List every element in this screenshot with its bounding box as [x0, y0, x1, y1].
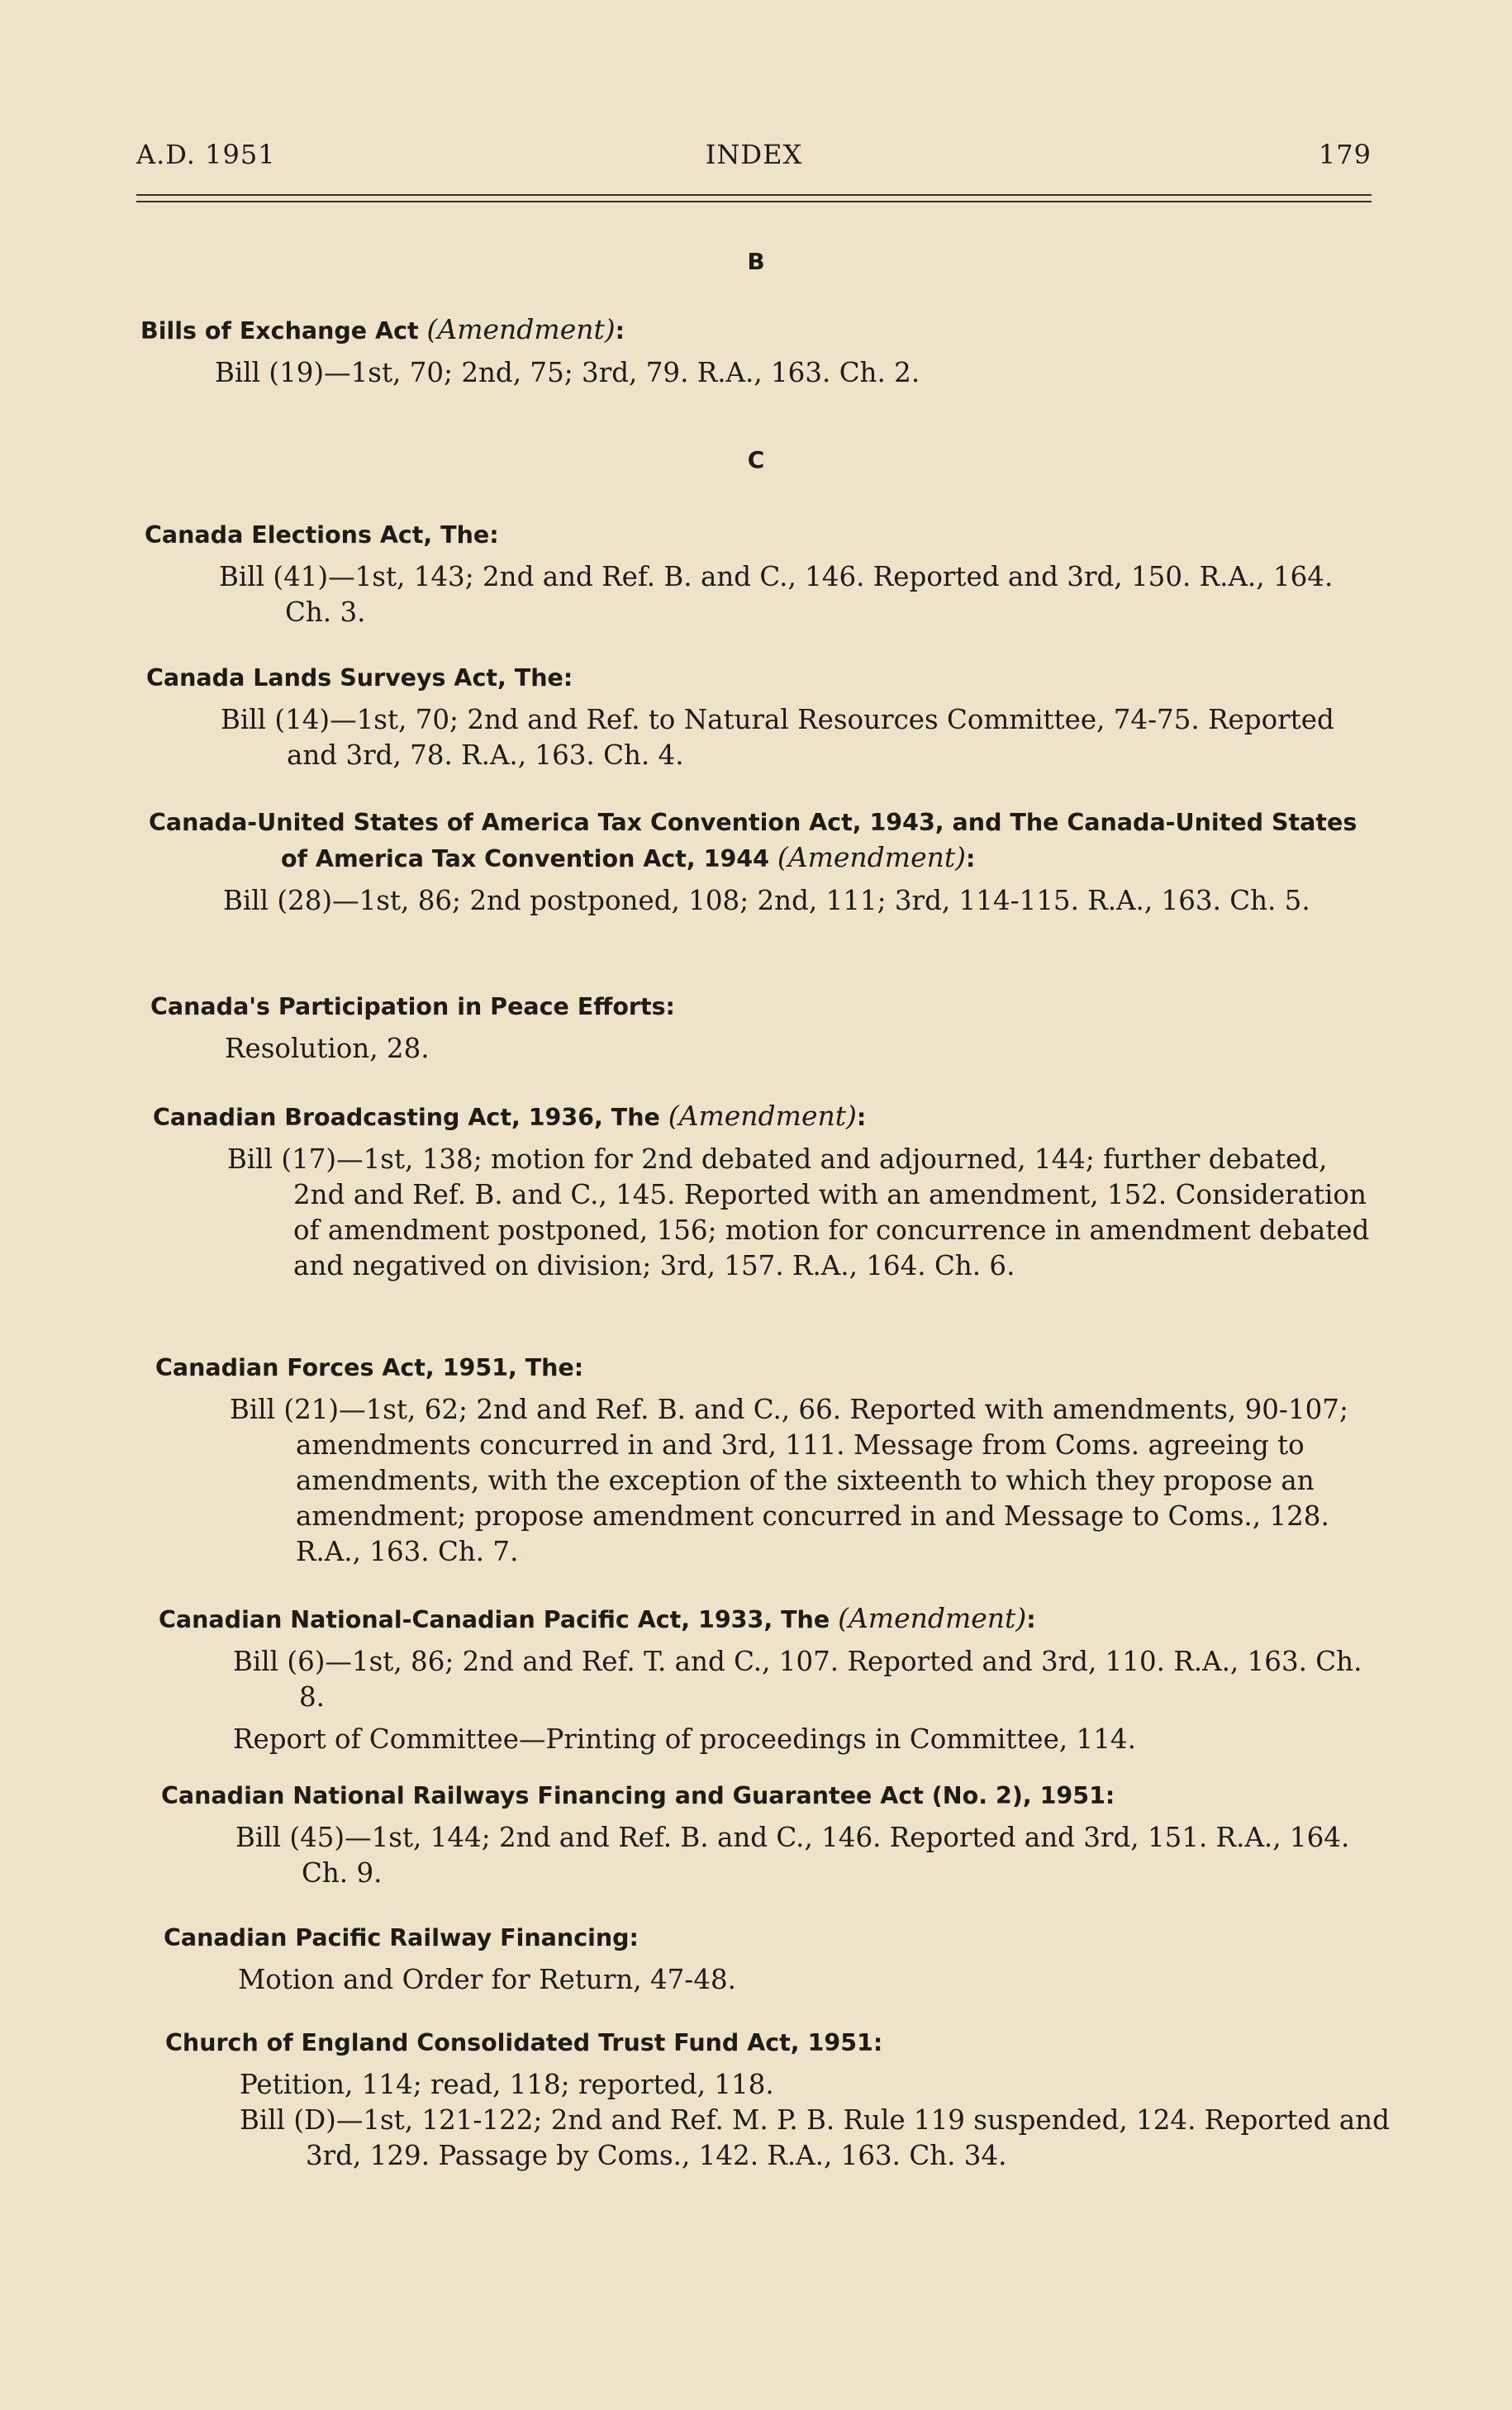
entry-title: Canadian National Railways Financing and Guarantee Act (No. 2), 1951: — [161, 1782, 1115, 1809]
index-entry — [153, 1099, 1384, 1284]
entry-item: Bill (17)—1st, 138; motion for 2nd debated and adjourned, 144; further debated, 2nd and Ref. B. and C., 145. Reported with an amendment, 152. Consideration of amendment postponed, 156; motion for concurrence in amendment debated and negatived on division; 3rd, 157. R.A., 164. Ch. 6. — [227, 1143, 1370, 1281]
entry-item: Resolution, 28. — [225, 1033, 430, 1064]
entry-title: Church of England Consolidated Trust Fund Act, 1951: — [165, 2029, 883, 2056]
entry-amendment: (Amendment) — [426, 313, 616, 345]
entry-item: Motion and Order for Return, 47-48. — [238, 1964, 736, 1995]
section-letter-b: B — [747, 248, 765, 275]
entry-title: Canadian Pacific Railway Financing: — [164, 1924, 639, 1951]
index-entry — [140, 312, 1380, 391]
index-entry — [161, 1779, 1392, 1891]
entry-title: Canada's Participation in Peace Efforts: — [150, 993, 675, 1020]
entry-item: Bill (45)—1st, 144; 2nd and Ref. B. and C., 146. Reported and 3rd, 151. R.A., 164. Ch. 9. — [235, 1822, 1350, 1889]
index-entry — [165, 2026, 1396, 2174]
entry-item: Bill (19)—1st, 70; 2nd, 75; 3rd, 79. R.A., 163. Ch. 2. — [215, 357, 920, 388]
header-double-rule — [136, 194, 1372, 202]
entry-title: Canadian Broadcasting Act, 1936, The (Amendment): — [153, 1100, 867, 1132]
entry-title: Canadian National-Canadian Pacific Act, 1933, The (Amendment): — [159, 1602, 1036, 1634]
entry-title: Bills of Exchange Act (Amendment): — [140, 313, 625, 345]
entry-item: Bill (41)—1st, 143; 2nd and Ref. B. and C., 146. Reported and 3rd, 150. R.A., 164. Ch. 3. — [219, 561, 1334, 628]
entry-item: Petition, 114; read, 118; reported, 118. — [240, 2069, 774, 2100]
entry-item: Report of Committee—Printing of proceedings in Committee, 114. — [233, 1723, 1136, 1755]
index-entry — [150, 990, 1381, 1067]
entry-title: Canada-United States of America Tax Convention Act, 1943, and The Canada-United States of America Tax Convention Act, 1944 (Amendment): — [149, 809, 1357, 873]
index-entry — [145, 518, 1384, 630]
entry-title: Canada Lands Surveys Act, The: — [146, 664, 573, 692]
index-entry — [159, 1601, 1390, 1757]
index-entry — [146, 661, 1386, 773]
entry-item: Bill (21)—1st, 62; 2nd and Ref. B. and C., 66. Reported with amendments, 90-107; amendments concurred in and 3rd, 111. Message from Coms. agreeing to amendments, with the exception of the sixteenth to which they propose an amendment; propose amendment concurred in and Message to Coms., 128. R.A., 163. Ch. 7. — [230, 1394, 1348, 1567]
entry-title: Canada Elections Act, The: — [145, 521, 499, 549]
entry-amendment: (Amendment) — [777, 841, 967, 873]
index-entry — [164, 1921, 1395, 1998]
entry-item: Bill (6)—1st, 86; 2nd and Ref. T. and C., 107. Reported and 3rd, 110. R.A., 163. Ch. 8. — [233, 1646, 1362, 1713]
entry-item: Bill (14)—1st, 70; 2nd and Ref. to Natural Resources Committee, 74-75. Reported and 3rd, 78. R.A., 163. Ch. 4. — [221, 704, 1334, 771]
entry-amendment: (Amendment) — [668, 1100, 857, 1132]
index-entry — [149, 806, 1380, 919]
entry-title: Canadian Forces Act, 1951, The: — [155, 1354, 584, 1381]
page-number: 179 — [1318, 139, 1372, 170]
section-letter-c: C — [747, 446, 765, 473]
entry-item: Bill (D)—1st, 121-122; 2nd and Ref. M. P. B. Rule 119 suspended, 124. Reported and 3rd, 129. Passage by Coms., 142. R.A., 163. Ch. 34. — [240, 2104, 1390, 2171]
header-year: A.D. 1951 — [136, 139, 276, 170]
header-title: INDEX — [705, 139, 803, 170]
entry-item: Bill (28)—1st, 86; 2nd postponed, 108; 2nd, 111; 3rd, 114-115. R.A., 163. Ch. 5. — [223, 885, 1310, 916]
index-entry — [155, 1351, 1386, 1570]
entry-amendment: (Amendment) — [838, 1602, 1027, 1634]
